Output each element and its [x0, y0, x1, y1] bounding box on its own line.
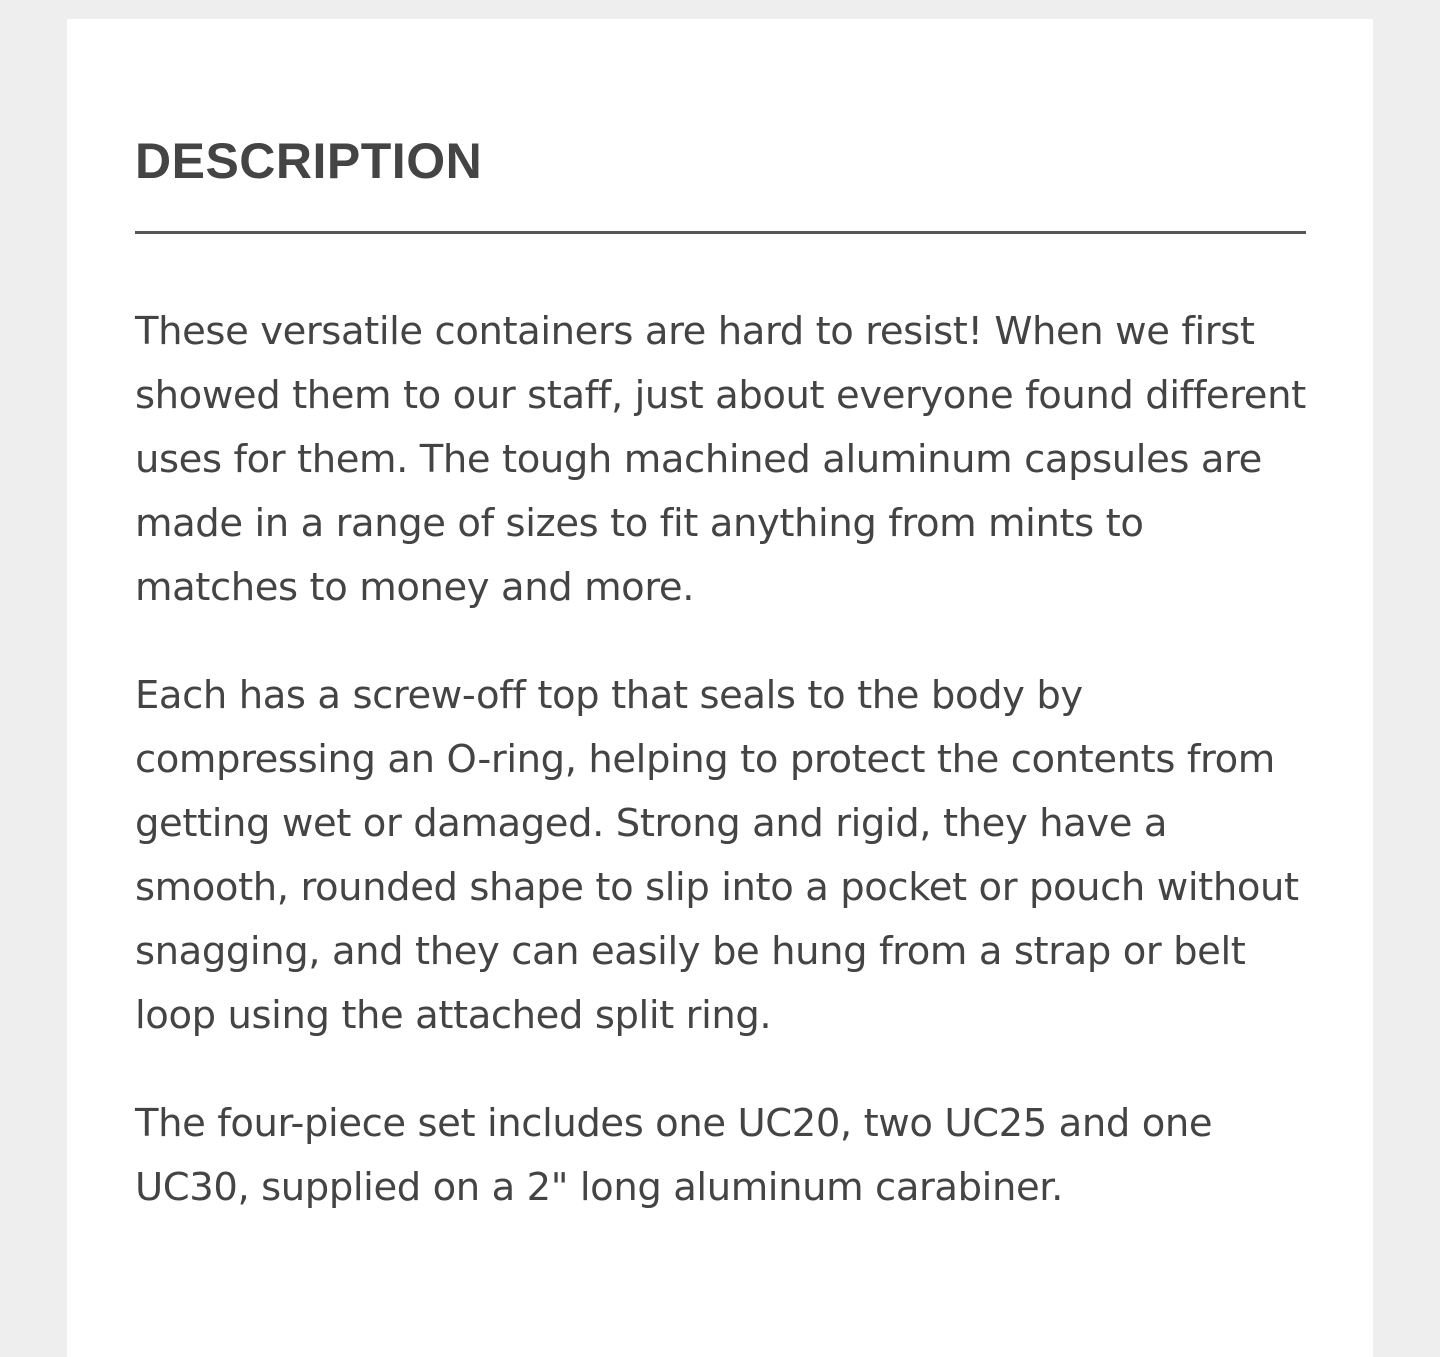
- description-card: [67, 19, 1373, 1357]
- title-divider: [135, 231, 1306, 234]
- section-title: DESCRIPTION: [135, 133, 483, 189]
- description-paragraph-3: The four-piece set includes one UC20, two UC25 and one UC30, supplied on a 2" long aluminum carabiner.: [135, 1101, 1213, 1210]
- description-paragraph-1: These versatile containers are hard to resist! When we first showed them to our staff, just about everyone found different uses for them. The tough machined aluminum capsules are made in a range of sizes to fit anything from mints to matches to money and more.: [135, 309, 1306, 610]
- description-paragraph-2: Each has a screw-off top that seals to the body by compressing an O-ring, helping to protect the contents from getting wet or damaged. Strong and rigid, they have a smooth, rounded shape to slip into a pocket or pouch without snagging, and they can easily be hung from a strap or belt loop using the attached split ring.: [135, 673, 1299, 1038]
